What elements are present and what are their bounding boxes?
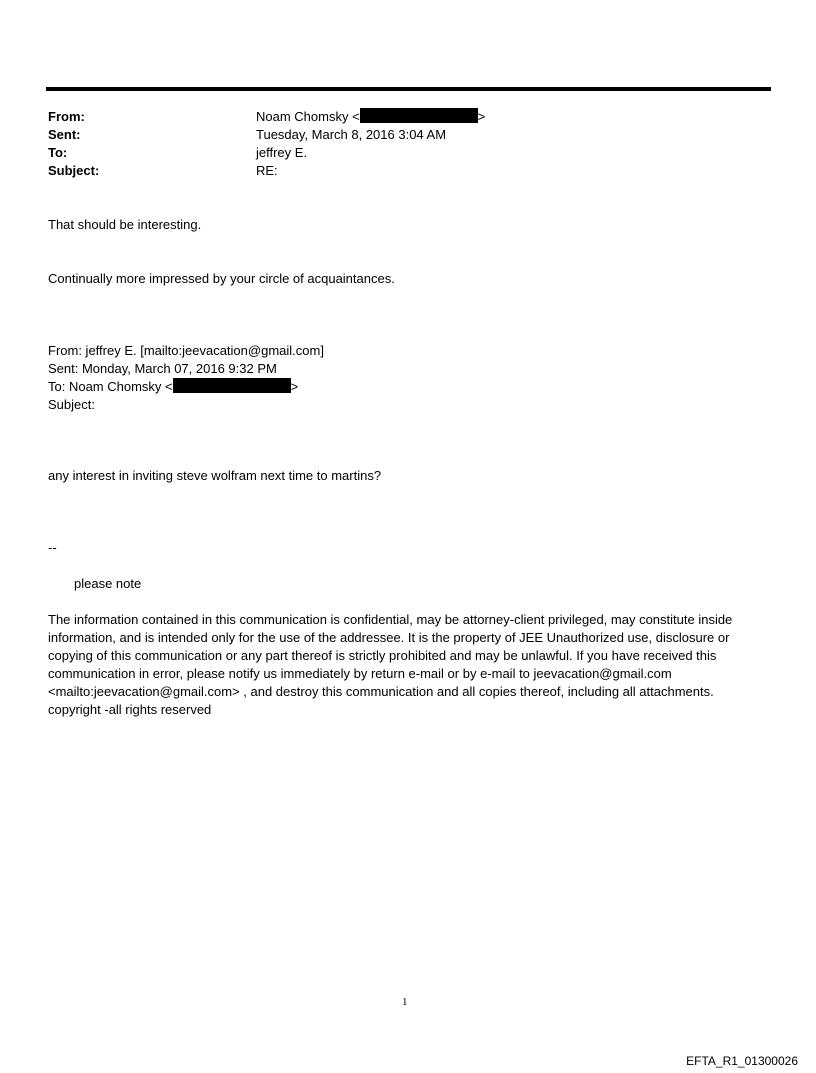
header-rule bbox=[46, 87, 771, 91]
subject-row bbox=[48, 162, 485, 180]
from-label: From: bbox=[48, 109, 85, 124]
to-value: jeffrey E. bbox=[256, 145, 308, 160]
sent-row bbox=[48, 126, 485, 144]
from-value bbox=[256, 108, 485, 126]
body-line-2: Continually more impressed by your circle of acquaintances. bbox=[48, 271, 395, 286]
from-name: Noam Chomsky < bbox=[256, 109, 360, 124]
quoted-to-prefix: To: Noam Chomsky < bbox=[48, 379, 173, 394]
quoted-to bbox=[48, 378, 298, 396]
to-row bbox=[48, 144, 485, 162]
please-note: please note bbox=[74, 576, 142, 591]
to-label: To: bbox=[48, 145, 68, 160]
quoted-sent: Sent: Monday, March 07, 2016 9:32 PM bbox=[48, 361, 277, 376]
quoted-message: any interest in inviting steve wolfram next time to martins? bbox=[48, 468, 382, 483]
quoted-to-close: > bbox=[290, 379, 299, 394]
sent-value: Tuesday, March 8, 2016 3:04 AM bbox=[256, 127, 447, 142]
quoted-from: From: jeffrey E. [mailto:jeevacation@gmail.com] bbox=[48, 343, 324, 358]
subject-value: RE: bbox=[256, 163, 278, 178]
signature-dashes: -- bbox=[48, 540, 57, 555]
subject-label: Subject: bbox=[48, 163, 100, 178]
body-line-1: That should be interesting. bbox=[48, 217, 202, 232]
from-row bbox=[48, 108, 485, 126]
bates-number: EFTA_R1_01300026 bbox=[686, 1054, 798, 1068]
sent-label: Sent: bbox=[48, 127, 81, 142]
redaction-bar bbox=[360, 108, 478, 123]
page-number: 1 bbox=[402, 996, 408, 1008]
quoted-subject: Subject: bbox=[48, 397, 95, 412]
redaction-bar bbox=[173, 378, 291, 393]
email-header bbox=[48, 108, 485, 180]
disclaimer: The information contained in this communication is confidential, may be attorney-client privileged, may constitute inside information, and is intended only for the use of the addressee. It is the property of JEE Unauthorized use, disclosure or copying of this communication or any part thereof is strictly prohibited and may be unlawful. If you have received this communication in error, please notify us immediately by return e-mail or by e-mail to jeevacation@gmail.com <mailto:jeevacation@gmail.com> , and destroy this communication and all copies thereof, including all attachments. copyright -all rights reserved bbox=[48, 612, 733, 717]
from-close: > bbox=[477, 109, 486, 124]
